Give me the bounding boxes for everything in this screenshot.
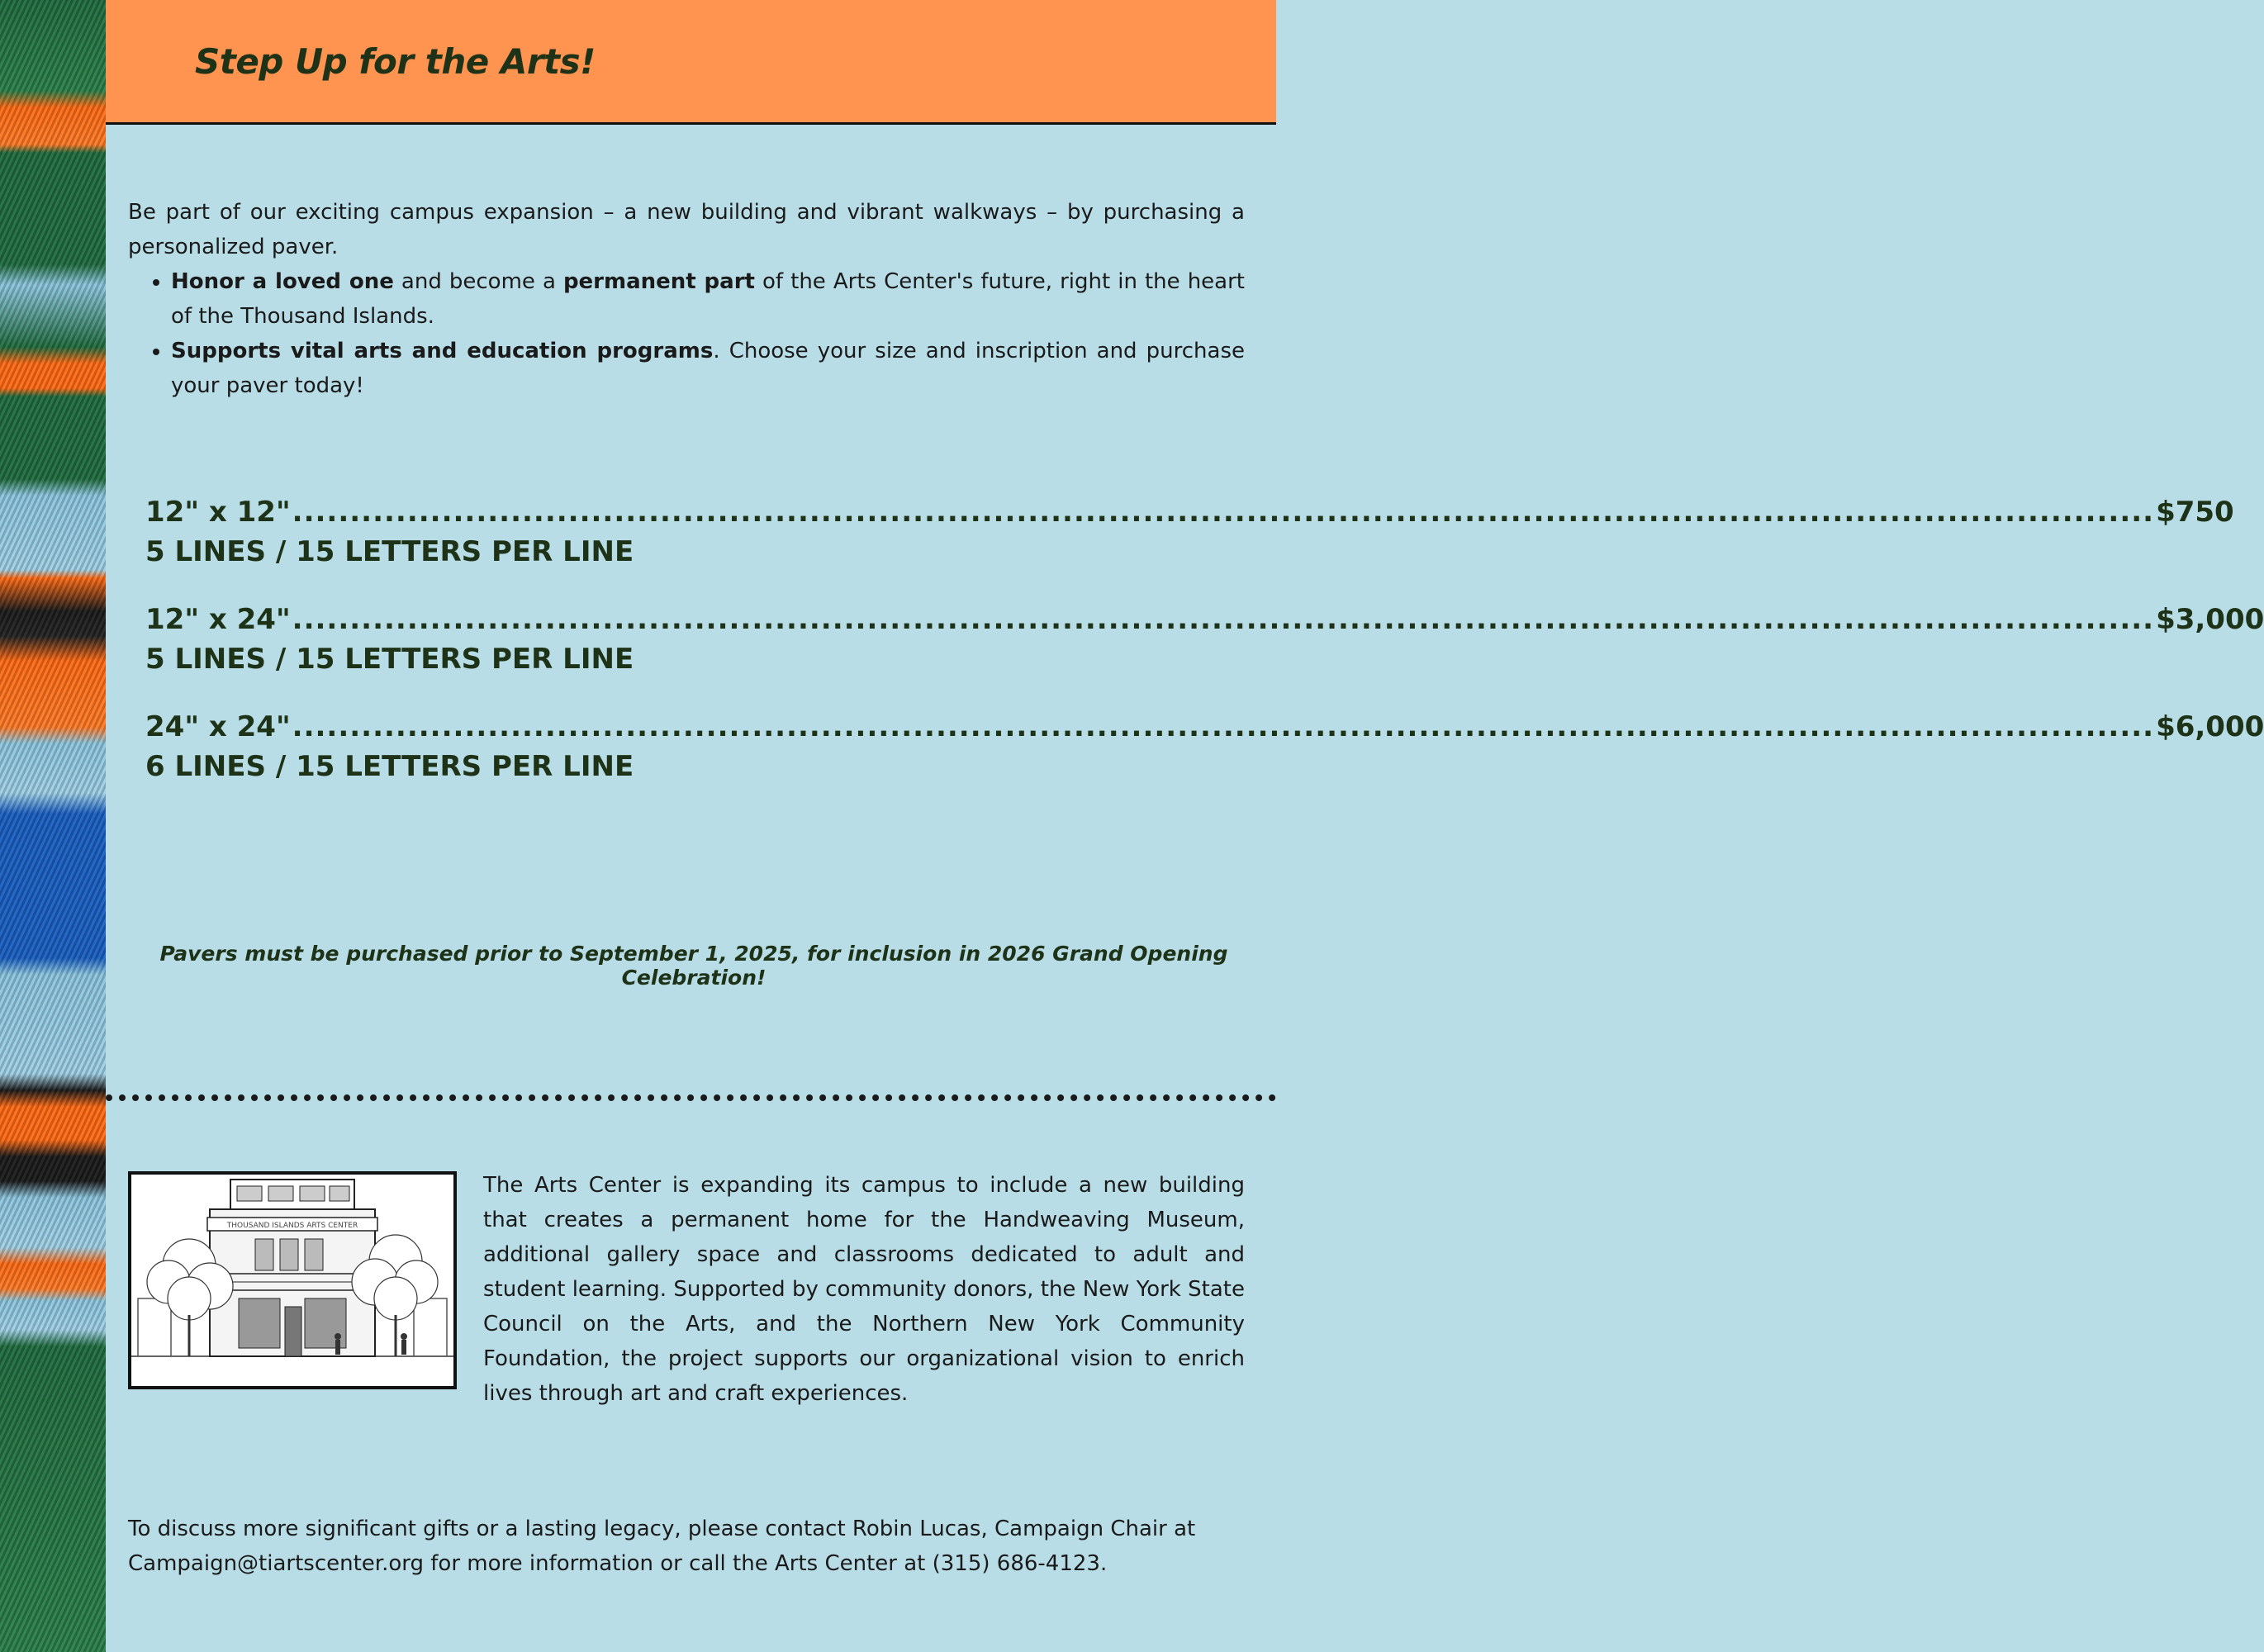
- emphasis-text: permanent part: [562, 269, 755, 294]
- body-text: . Choose your size and inscription and purchase your paver today!: [171, 339, 1245, 398]
- body-text: and become a: [393, 269, 563, 294]
- paver-size: 24" x 24": [145, 710, 291, 743]
- list-item: [171, 264, 1245, 334]
- paver-lines: 5 LINES / 15 LETTERS PER LINE: [145, 535, 634, 568]
- header-banner: [106, 0, 1276, 125]
- price-line: [145, 492, 2234, 532]
- paver-lines: 5 LINES / 15 LETTERS PER LINE: [145, 643, 634, 676]
- list-item: [171, 334, 1245, 403]
- paver-option-12x24: [145, 600, 2264, 679]
- paver-lines: 6 LINES / 15 LETTERS PER LINE: [145, 750, 634, 783]
- intro-paragraph: Be part of our exciting campus expansion – a new building and vibrant walkways – by purchasing a personalized paver.: [128, 200, 1245, 259]
- paver-option-12x12: [145, 492, 2234, 572]
- building-illustration: [128, 1171, 457, 1389]
- dotted-divider: [106, 1094, 1276, 1101]
- paver-price: $6,000: [2156, 710, 2264, 743]
- paver-size: 12" x 24": [145, 603, 291, 636]
- dot-leader: ..................................................................................................................................................................: [292, 603, 2155, 636]
- paver-price-list: [145, 492, 2264, 814]
- about-paragraph: The Arts Center is expanding its campus to include a new building that creates a permanent home for the Handweaving Museum, additional gallery space and classrooms dedicated to adult and student learning. Supported by community donors, the New York State Council on the Arts, and the Northern New York Community Foundation, the project supports our organizational vision to enrich lives through art and craft experiences.: [483, 1173, 1245, 1406]
- contact-paragraph: To discuss more significant gifts or a lasting legacy, please contact Robin Lucas, Campaign Chair at Campaign@tiartscenter.org for more information or call the Arts Center at (315) 686-4123.: [128, 1517, 1196, 1576]
- building-sign: THOUSAND ISLANDS ARTS CENTER: [226, 1222, 358, 1230]
- intro-section: [128, 195, 1245, 403]
- building-sketch: [131, 1175, 453, 1386]
- price-line: [145, 707, 2264, 747]
- benefits-list: [128, 264, 1245, 403]
- paver-price: $750: [2156, 496, 2234, 529]
- page-title: Step Up for the Arts!: [195, 41, 596, 82]
- body-text: of the Arts Center's future, right in the heart of the Thousand Islands.: [171, 269, 1245, 329]
- emphasis-text: Supports vital arts and education programs: [171, 339, 714, 363]
- paver-size: 12" x 12": [145, 496, 291, 529]
- plaid-fabric-border: [0, 0, 106, 1652]
- paver-option-24x24: [145, 707, 2264, 786]
- price-line: [145, 600, 2264, 639]
- paver-price: $3,000: [2156, 603, 2264, 636]
- dot-leader: ..................................................................................................................................................................: [292, 710, 2155, 743]
- emphasis-text: Honor a loved one: [171, 269, 394, 294]
- deadline-notice: Pavers must be purchased prior to September 1, 2025, for inclusion in 2026 Grand Opening Celebration!: [159, 942, 1228, 990]
- dot-leader: ..................................................................................................................................................................: [292, 496, 2155, 529]
